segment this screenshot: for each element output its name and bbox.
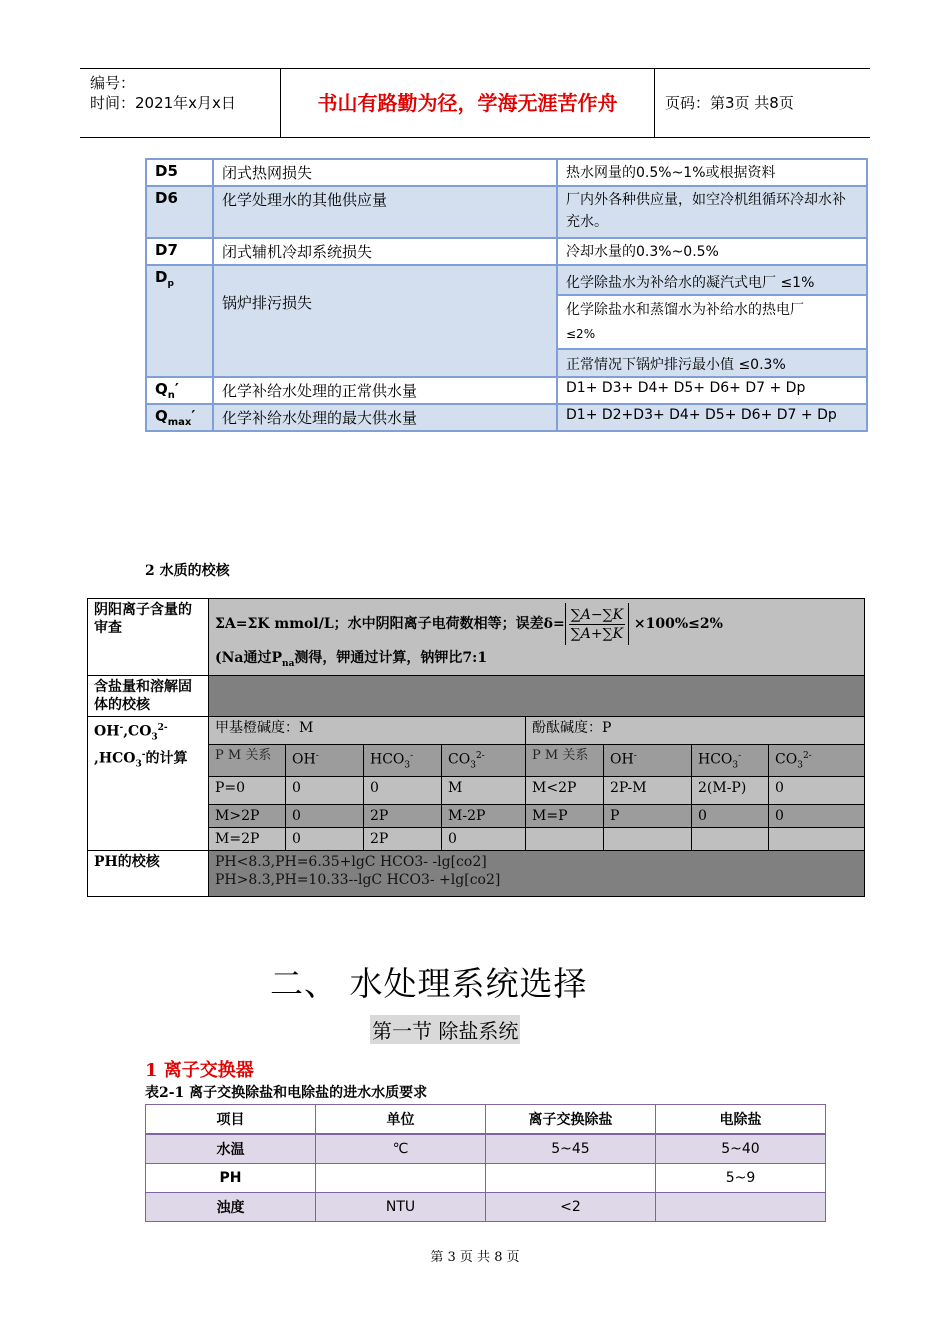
table-cell: 5~9 <box>656 1164 826 1193</box>
header-meta <box>80 69 280 137</box>
page-footer: 第 3 页 共 8 页 <box>430 1250 520 1265</box>
desc-cell: 锅炉排污损失 <box>213 265 557 377</box>
pm-cell: 0 <box>769 777 865 805</box>
formula-line <box>215 603 858 641</box>
table-cell <box>316 1164 486 1193</box>
table-row <box>146 377 867 404</box>
pm-cell: M=P <box>526 805 604 828</box>
value-cell: 正常情况下锅炉排污最小值 ≤0.3% <box>557 349 867 377</box>
value-cell: 热水网量的0.5%~1%或根据资料 <box>557 159 867 186</box>
table-cell: <2 <box>486 1193 656 1222</box>
table-row <box>146 265 867 295</box>
section-title: 第一节 除盐系统 <box>370 1015 520 1044</box>
pm-cell <box>769 828 865 851</box>
value-cell: D1+ D2+D3+ D4+ D5+ D6+ D7 + Dp <box>557 404 867 431</box>
na-note-sub: na <box>282 658 295 669</box>
table-row <box>88 675 865 716</box>
column-header: 单位 <box>316 1105 486 1135</box>
symbol-text: D <box>155 268 168 286</box>
pm-cell: M=2P <box>209 828 286 851</box>
pm-cell: 0 <box>286 828 364 851</box>
table-caption: 表2-1 离子交换除盐和电除盐的进水水质要求 <box>145 1085 428 1101</box>
value-cell: 化学除盐水为补给水的凝汽式电厂 ≤1% <box>557 265 867 295</box>
table-cell: NTU <box>316 1193 486 1222</box>
feedwater-requirement-table <box>145 1104 826 1222</box>
table-cell: 水温 <box>146 1134 316 1164</box>
pm-cell: 0 <box>364 777 442 805</box>
ion-balance-cell <box>209 599 865 676</box>
table-row <box>146 404 867 431</box>
ph-line: PH<8.3,PH=6.35+lgC HCO3- -lg[co2] <box>215 854 487 871</box>
methyl-orange-cell: 甲基橙碱度：M <box>209 716 526 744</box>
header-time: 时间：2021年x月x日 <box>90 94 236 112</box>
ph-check-cell <box>209 851 865 897</box>
pm-header-cell: P M 关系 <box>209 744 286 776</box>
ph-line: PH>8.3,PH=10.33--lgC HCO3- +lg[co2] <box>215 872 501 889</box>
pm-cell <box>604 828 692 851</box>
row-label: PH的校核 <box>88 851 209 897</box>
table-cell: ℃ <box>316 1134 486 1164</box>
desc-cell: 闭式辅机冷却系统损失 <box>213 238 557 265</box>
symbol-cell: D7 <box>146 238 213 265</box>
desc-cell: 化学处理水的其他供应量 <box>213 186 557 238</box>
pm-cell: 2P-M <box>604 777 692 805</box>
table-cell: 浊度 <box>146 1193 316 1222</box>
row-label: 阴阳离子含量的审查 <box>88 599 209 676</box>
chapter-title: 二、 水处理系统选择 <box>270 964 588 1003</box>
row-label: 含盐量和溶解固体的校核 <box>88 675 209 716</box>
table-row <box>146 159 867 186</box>
pm-header-cell: OH- <box>604 744 692 776</box>
salt-check-cell <box>209 675 865 716</box>
value-cell <box>557 295 867 349</box>
symbol-sub: n <box>167 390 175 401</box>
phenolphthalein-cell: 酚酞碱度：P <box>526 716 865 744</box>
section-heading: 2 水质的校核 <box>145 563 230 579</box>
subsection-title: 1 离子交换器 <box>145 1060 254 1081</box>
symbol-cell <box>146 265 213 377</box>
symbol-sub: max <box>167 417 192 428</box>
pm-cell: 0 <box>769 805 865 828</box>
symbol-cell <box>146 404 213 431</box>
pm-cell: 0 <box>442 828 526 851</box>
desc-cell: 化学补给水处理的最大供水量 <box>213 404 557 431</box>
table-row <box>88 851 865 897</box>
table-row <box>146 1164 826 1193</box>
table-cell: 5~40 <box>656 1134 826 1164</box>
pm-header-cell: $HCO_3^-$ <box>692 744 769 776</box>
na-note-b: 测得，钾通过计算，钠钾比7:1 <box>294 650 488 666</box>
pm-header-cell: $HCO_3^-$ <box>364 744 442 776</box>
header-motto: 书山有路勤为径，学海无涯苦作舟 <box>280 69 655 137</box>
water-quality-check-table <box>87 598 865 897</box>
pm-cell: 0 <box>692 805 769 828</box>
header-page: 页码：第3页 共8页 <box>665 94 794 112</box>
pm-header-cell: OH- <box>286 744 364 776</box>
value-cell: 厂内外各种供应量，如空冷机组循环冷却水补充水。 <box>557 186 867 238</box>
table-cell <box>656 1193 826 1222</box>
table-row <box>146 1193 826 1222</box>
symbol-cell <box>146 377 213 404</box>
pm-cell: 2P <box>364 828 442 851</box>
fraction <box>569 606 625 643</box>
error-fraction <box>565 603 629 645</box>
table-row <box>88 716 865 744</box>
pm-cell: 2P <box>364 805 442 828</box>
desc-cell: 闭式热网损失 <box>213 159 557 186</box>
table-cell: 5~45 <box>486 1134 656 1164</box>
pm-header-cell: P M 关系 <box>526 744 604 776</box>
pm-cell: 0 <box>286 805 364 828</box>
pm-cell: P=0 <box>209 777 286 805</box>
pm-cell: M<2P <box>526 777 604 805</box>
value-cell: D1+ D3+ D4+ D5+ D6+ D7 + Dp <box>557 377 867 404</box>
na-note-a: (Na通过P <box>215 650 283 666</box>
column-header: 项目 <box>146 1105 316 1135</box>
table-row <box>146 238 867 265</box>
header-number: 编号： <box>90 74 136 92</box>
table-row <box>146 1134 826 1164</box>
pm-cell: M-2P <box>442 805 526 828</box>
symbol-cell: D5 <box>146 159 213 186</box>
table-cell: PH <box>146 1164 316 1193</box>
table-cell <box>486 1164 656 1193</box>
symbol-text: Q <box>155 380 168 398</box>
na-note <box>215 649 858 673</box>
table-row <box>88 599 865 676</box>
water-supply-table <box>145 158 868 432</box>
symbol-cell: D6 <box>146 186 213 238</box>
pm-cell: 0 <box>286 777 364 805</box>
pm-cell <box>692 828 769 851</box>
pm-cell: P <box>604 805 692 828</box>
fraction-numerator: ∑A−∑K <box>570 606 624 623</box>
pm-cell: M <box>442 777 526 805</box>
value-cell: 冷却水量的0.3%~0.5% <box>557 238 867 265</box>
symbol-suffix: ′ <box>174 380 179 398</box>
fraction-denominator: ∑A+∑K <box>570 625 624 642</box>
symbol-text: Q <box>155 407 168 425</box>
symbol-sub: p <box>167 279 174 289</box>
formula-prefix: ΣA=ΣK mmol/L；水中阴阳离子电荷数相等；误差δ= <box>215 616 565 632</box>
pm-header-cell: $CO_3^{2-}$ <box>442 744 526 776</box>
row-label: $OH^-,CO_3^{2-}$ $,HCO_3^-$的计算 <box>88 716 209 850</box>
symbol-suffix: ′ <box>191 407 196 425</box>
pm-cell: 2(M-P) <box>692 777 769 805</box>
value-line: 化学除盐水和蒸馏水为补给水的热电厂 <box>566 302 804 318</box>
value-line: ≤2% <box>566 327 596 341</box>
table-header-row <box>146 1105 826 1135</box>
column-header: 离子交换除盐 <box>486 1105 656 1135</box>
pm-header-cell: $CO_3^{2-}$ <box>769 744 865 776</box>
page-header <box>80 68 870 138</box>
pm-cell <box>526 828 604 851</box>
pm-cell: M>2P <box>209 805 286 828</box>
table-row <box>146 186 867 238</box>
formula-suffix: ×100%≤2% <box>633 616 723 632</box>
desc-cell: 化学补给水处理的正常供水量 <box>213 377 557 404</box>
column-header: 电除盐 <box>656 1105 826 1135</box>
